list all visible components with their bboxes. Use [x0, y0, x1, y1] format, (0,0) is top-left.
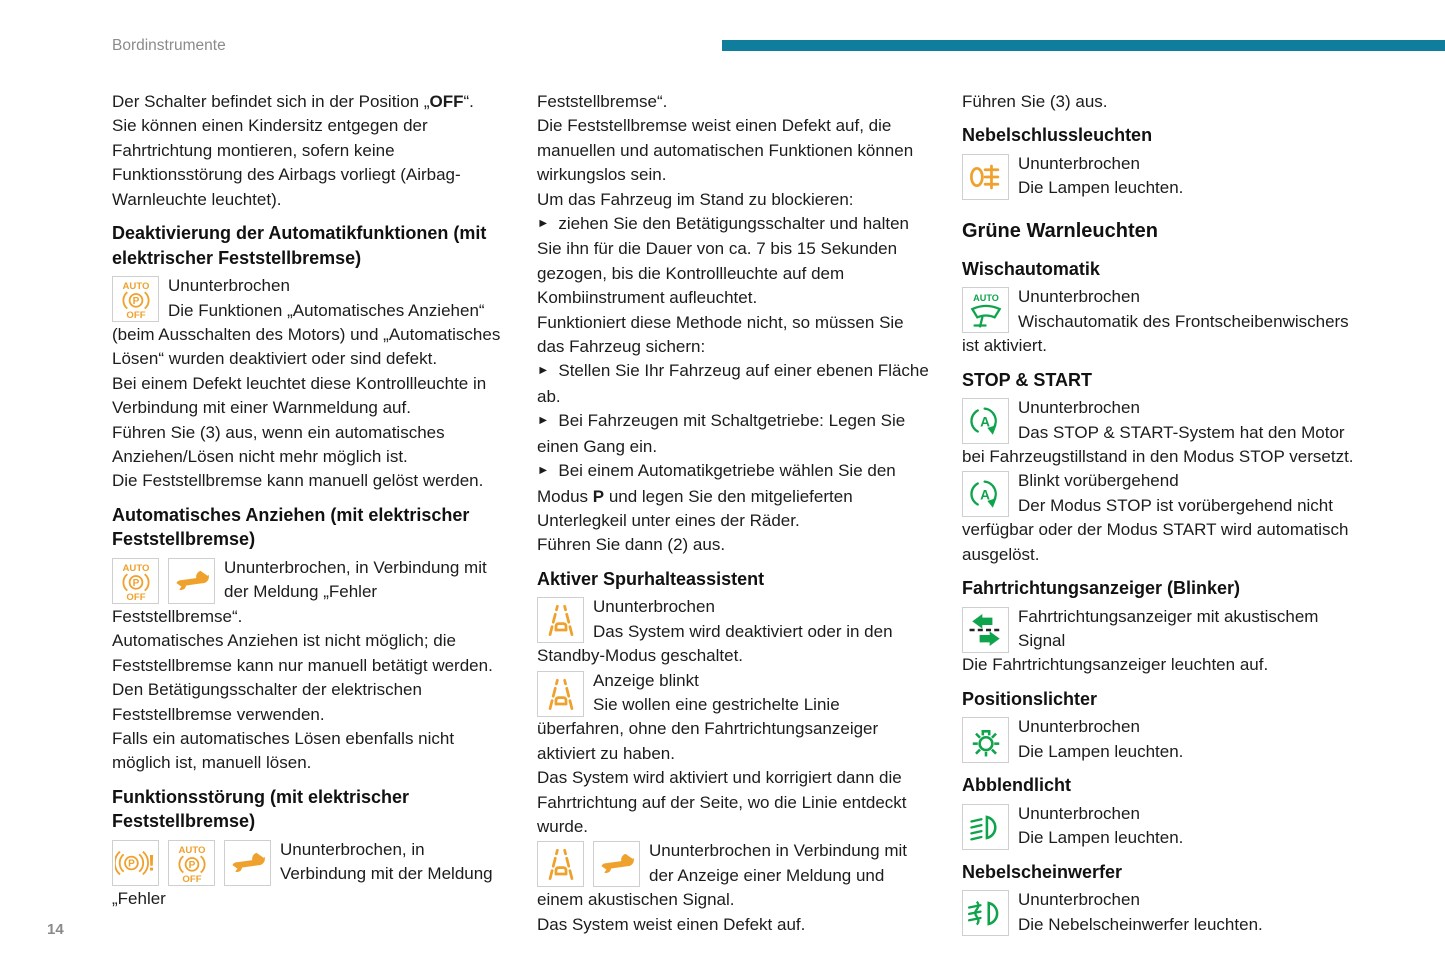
- body-text: Der Modus STOP ist vorübergehend nicht verfügbar oder der Modus START wird automatisch ausgelöst.: [962, 495, 1349, 564]
- auto-wiper-indicator: [962, 287, 1009, 333]
- stop-start-indicator: [962, 471, 1009, 517]
- body-text: Feststellbremse“.: [537, 92, 668, 111]
- body-text: Die Feststellbremse weist einen Defekt auf, die manuellen und automatischen Funktionen können wirkungslos sein.: [537, 116, 914, 185]
- body-text: Blinkt vorübergehend: [1018, 471, 1179, 491]
- section-heading: Aktiver Spurhalteassistent: [537, 568, 765, 589]
- bullet-icon: ►: [537, 463, 550, 478]
- indicator-block: [112, 274, 506, 494]
- rear-fog-indicator: [962, 154, 1009, 200]
- body-text: Das STOP & START-System hat den Motor bei Fahrzeugstillstand in den Modus STOP versetzt.: [962, 422, 1354, 467]
- body-text: Fahrtrichtungsanzeiger mit akustischem Signal: [1018, 606, 1319, 651]
- bullet-icon: ►: [537, 216, 550, 231]
- auto-parking-brake-off-icon: [115, 559, 157, 603]
- indicator-block: [537, 669, 931, 840]
- svg-text:A: A: [979, 487, 990, 503]
- body-text: Das System weist einen Defekt auf.: [537, 914, 806, 934]
- parking-brake-fault-indicator: [112, 840, 159, 886]
- body-text: Ununterbrochen: [1018, 803, 1140, 823]
- body-text: Falls ein automatisches Lösen ebenfalls nicht möglich ist, manuell lösen.: [112, 728, 455, 773]
- wrench-icon: [171, 559, 213, 603]
- body-text: Der Schalter befindet sich in der Position „OFF“.: [112, 92, 474, 111]
- body-text: Führen Sie (3) aus, wenn ein automatisches Anziehen/Lösen nicht mehr möglich ist.: [112, 422, 445, 467]
- turn-signal-indicator: [962, 607, 1009, 653]
- lane-assist-indicator: [537, 597, 584, 643]
- low-beam-indicator: [962, 804, 1009, 850]
- body-text: Funktioniert diese Methode nicht, so müssen Sie das Fahrzeug sichern:: [537, 312, 904, 357]
- low-beam-headlight-icon: [965, 805, 1007, 849]
- section-heading: Positionslichter: [962, 688, 1098, 709]
- automatic-wiper-icon: [965, 288, 1007, 332]
- svg-text:P: P: [132, 578, 139, 590]
- body-text: Sie wollen eine gestrichelte Linie überfahren, ohne den Fahrtrichtungsanzeiger aktiviert zu haben.: [537, 694, 879, 763]
- turn-signal-indicators-icon: [965, 608, 1007, 652]
- body-text: Ununterbrochen: [1018, 890, 1140, 910]
- svg-text:AUTO: AUTO: [178, 844, 205, 856]
- service-indicator: [168, 558, 215, 604]
- body-text: Sie können einen Kindersitz entgegen der Fahrtrichtung montieren, sofern keine Funktionsstörung des Airbags vorliegt (Airbag-Warnleuchte leuchtet).: [112, 116, 461, 209]
- indicator-block: [112, 556, 506, 776]
- body-text: Ununterbrochen, in Verbindung mit der Meldung „Fehler Feststellbremse“.: [112, 558, 487, 626]
- body-text: ► ziehen Sie den Betätigungsschalter und halten Sie ihn für die Dauer von ca. 7 bis 15 Sekunden gezogen, bis die Kontrollleuchte auf dem Kombiinstrument aufleuchtet.: [537, 212, 931, 311]
- body-text: Ununterbrochen in Verbindung mit der Anzeige einer Meldung und einem akustischen Signal.: [537, 841, 907, 910]
- auto-parking-brake-off-icon: [115, 277, 157, 321]
- stop-start-indicator: [962, 398, 1009, 444]
- stop-start-icon: [965, 472, 1007, 516]
- body-text: ► Bei einem Automatikgetriebe wählen Sie den Modus P und legen Sie den mitgelieferten Unterlegkeil unter eines der Räder.: [537, 459, 931, 533]
- lane-assist-indicator: [537, 841, 584, 887]
- body-text: Ununterbrochen, in Verbindung mit der Meldung „Fehler: [112, 839, 493, 908]
- svg-text:AUTO: AUTO: [972, 293, 999, 304]
- svg-text:AUTO: AUTO: [122, 281, 149, 293]
- lane-assist-indicator: [537, 671, 584, 717]
- section-heading: Abblendlicht: [962, 775, 1071, 796]
- body-text: Führen Sie (3) aus.: [962, 92, 1108, 111]
- svg-text:AUTO: AUTO: [122, 563, 149, 575]
- section-heading: Funktionsstörung (mit elektrischer Feststellbremse): [112, 786, 410, 832]
- body-text: Wischautomatik des Frontscheibenwischers ist aktiviert.: [962, 311, 1349, 356]
- svg-text:A: A: [979, 414, 990, 430]
- body-text: Die Lampen leuchten.: [1018, 828, 1184, 848]
- body-text: Führen Sie dann (2) aus.: [537, 535, 726, 555]
- body-text: Ununterbrochen: [1018, 287, 1140, 307]
- bullet-icon: ►: [537, 363, 550, 378]
- indicator-block: [962, 888, 1356, 937]
- body-text: Ununterbrochen: [1018, 398, 1140, 418]
- position-lights-icon: [965, 718, 1007, 762]
- section-heading: Nebelschlussleuchten: [962, 125, 1153, 146]
- body-text: Das System wird aktiviert und korrigiert dann die Fahrtrichtung auf der Seite, wo die Linie entdeckt wurde.: [537, 768, 907, 836]
- body-text: Das System wird deaktiviert oder in den Standby-Modus geschaltet.: [537, 621, 893, 666]
- indicator-block: [962, 152, 1356, 201]
- front-fog-light-icon: [965, 891, 1007, 935]
- column-3: [962, 90, 1356, 937]
- body-text: ► Bei Fahrzeugen mit Schaltgetriebe: Legen Sie einen Gang ein.: [537, 409, 931, 459]
- body-text: ► Stellen Sie Ihr Fahrzeug auf einer ebenen Fläche ab.: [537, 359, 931, 409]
- body-text: Die Lampen leuchten.: [1018, 178, 1184, 198]
- section-heading: Automatisches Anziehen (mit elektrischer Feststellbremse): [112, 504, 470, 550]
- body-text: Ununterbrochen: [168, 276, 290, 296]
- indicator-block: [962, 469, 1356, 567]
- body-text: Ununterbrochen: [1018, 717, 1140, 737]
- stop-start-icon: [965, 399, 1007, 443]
- body-text: Um das Fahrzeug im Stand zu blockieren:: [537, 189, 854, 209]
- auto-parking-brake-off-indicator: [168, 840, 215, 886]
- indicator-block: [112, 838, 506, 911]
- section-heading: STOP & START: [962, 369, 1093, 390]
- auto-parking-brake-off-icon: [171, 841, 213, 885]
- svg-text:P: P: [132, 296, 139, 308]
- svg-text:P: P: [127, 858, 135, 870]
- svg-text:P: P: [188, 859, 195, 871]
- page-number: 14: [47, 921, 64, 938]
- page-header-title: Bordinstrumente: [112, 37, 226, 54]
- body-text: Bei einem Defekt leuchtet diese Kontrollleuchte in Verbindung mit einer Warnmeldung auf.: [112, 373, 487, 418]
- position-lights-indicator: [962, 717, 1009, 763]
- body-text: Ununterbrochen: [593, 597, 715, 617]
- svg-text:!: !: [147, 850, 155, 876]
- wrench-icon: [227, 841, 269, 885]
- lane-keeping-assist-icon: [540, 598, 582, 642]
- indicator-block: [537, 595, 931, 668]
- lane-keeping-assist-icon: [540, 842, 582, 886]
- column-2: [537, 90, 931, 937]
- section-heading: Wischautomatik: [962, 258, 1100, 279]
- svg-text:OFF: OFF: [125, 592, 146, 604]
- rear-fog-light-icon: [965, 155, 1007, 199]
- auto-parking-brake-off-indicator: [112, 276, 159, 322]
- body-text: Automatisches Anziehen ist nicht möglich; die Feststellbremse kann nur manuell betätigt werden.: [112, 631, 493, 675]
- indicator-block: [962, 802, 1356, 851]
- bullet-icon: ►: [537, 413, 550, 428]
- indicator-block: [962, 285, 1356, 358]
- section-heading: Deaktivierung der Automatikfunktionen (mit elektrischer Feststellbremse): [112, 223, 487, 268]
- column-1: [112, 90, 506, 911]
- header-accent-bar: [722, 40, 1445, 51]
- indicator-block: [537, 839, 931, 937]
- body-text: Die Feststellbremse kann manuell gelöst werden.: [112, 471, 484, 491]
- body-text: Die Funktionen „Automatisches Anziehen“ (beim Ausschalten des Motors) und „Automatisches Lösen“ wurden deaktiviert oder sind defekt.: [112, 300, 501, 369]
- indicator-block: [962, 605, 1356, 678]
- indicator-block: [962, 715, 1356, 764]
- body-text: Die Fahrtrichtungsanzeiger leuchten auf.: [962, 655, 1269, 675]
- body-text: Die Nebelscheinwerfer leuchten.: [1018, 914, 1263, 934]
- body-text: Den Betätigungsschalter der elektrischen Feststellbremse verwenden.: [112, 680, 422, 724]
- section-heading: Fahrtrichtungsanzeiger (Blinker): [962, 578, 1241, 599]
- svg-text:OFF: OFF: [125, 310, 146, 322]
- lane-keeping-assist-icon: [540, 672, 582, 716]
- indicator-block: [962, 396, 1356, 469]
- wrench-icon: [596, 842, 638, 886]
- group-heading: Grüne Warnleuchten: [962, 219, 1158, 242]
- body-text: Ununterbrochen: [1018, 154, 1140, 173]
- section-heading: Nebelscheinwerfer: [962, 861, 1123, 882]
- svg-text:OFF: OFF: [181, 874, 202, 885]
- front-fog-indicator: [962, 890, 1009, 936]
- parking-brake-fault-icon: [115, 841, 157, 885]
- body-text: Die Lampen leuchten.: [1018, 741, 1184, 761]
- service-indicator: [224, 840, 271, 886]
- service-indicator: [593, 841, 640, 887]
- body-text: Anzeige blinkt: [593, 670, 699, 690]
- auto-parking-brake-off-indicator: [112, 558, 159, 604]
